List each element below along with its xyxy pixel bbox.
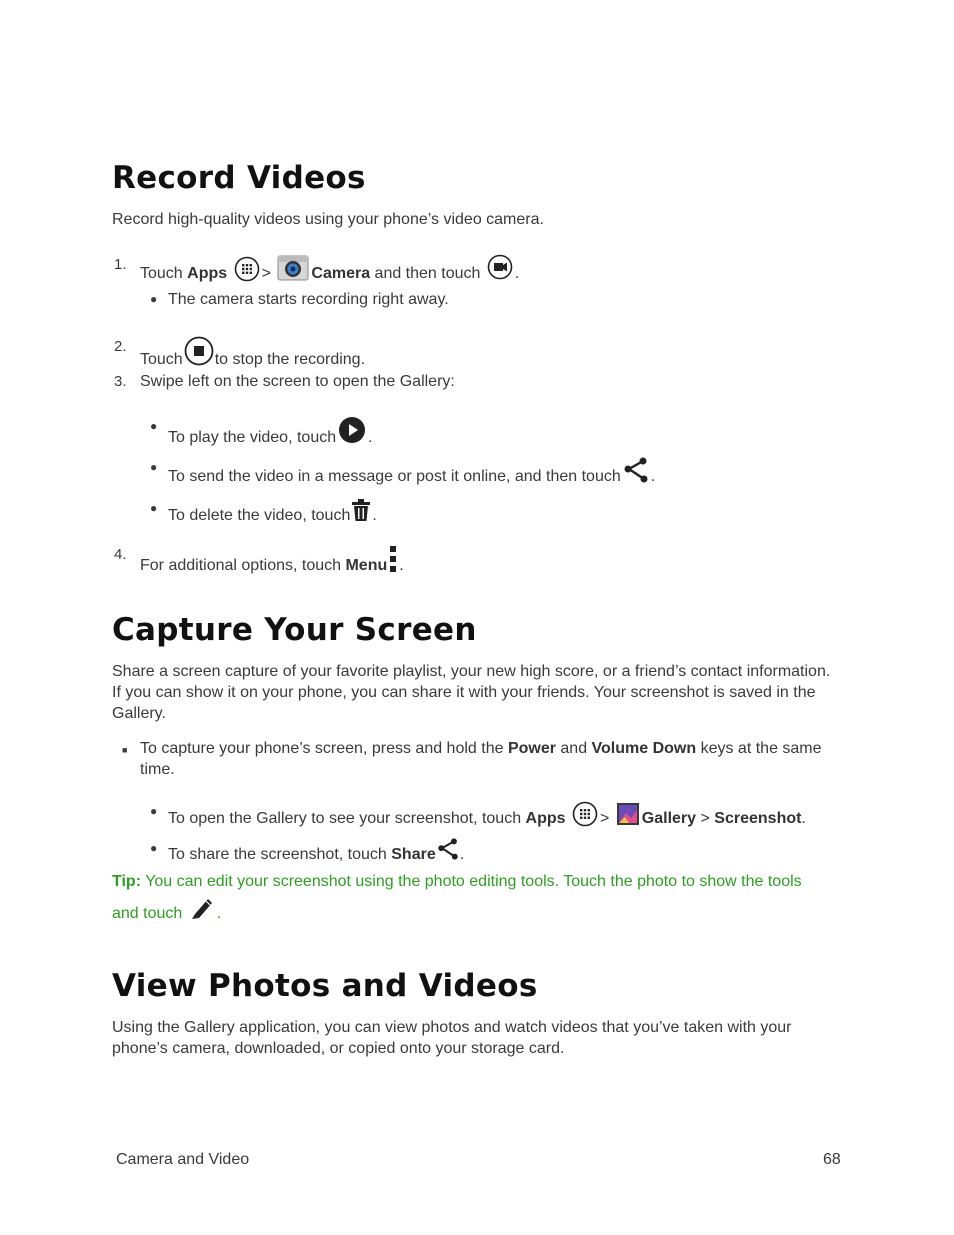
apps-icon	[234, 256, 260, 282]
view-intro: Using the Gallery application, you can view photos and watch videos that you’ve taken with your phone’s camera, downloaded, or copied onto your storage card.	[112, 1019, 792, 1057]
apps-icon	[572, 801, 598, 827]
capture-bullet: ■ To capture your phone’s screen, press and hold the Power and Volume Down keys at the same time.	[122, 740, 822, 778]
camera-app-icon	[277, 255, 309, 281]
stop-icon	[184, 336, 214, 366]
trash-icon	[351, 498, 371, 522]
play-icon	[338, 416, 366, 444]
capture-intro: Share a screen capture of your favorite playlist, your new high score, or a friend’s contact information. If you can show it on your phone, you can share it with your friends. Your screenshot is saved in the Gallery.	[112, 663, 831, 722]
heading-capture-screen: Capture Your Screen	[112, 612, 477, 648]
footer-section-name: Camera and Video	[116, 1151, 250, 1168]
tip-box: Tip: You can edit your screenshot using the photo editing tools. Touch the photo to show the tools and touch .	[112, 873, 802, 922]
heading-view-photos: View Photos and Videos	[112, 968, 538, 1004]
share-icon	[437, 838, 459, 860]
share-icon	[623, 457, 649, 483]
page-number: 68	[823, 1151, 841, 1168]
menu-icon	[388, 544, 398, 574]
record-intro: Record high-quality videos using your phone’s video camera.	[112, 211, 544, 228]
gallery-app-icon	[616, 802, 640, 826]
video-record-icon	[487, 254, 513, 280]
pencil-icon	[189, 896, 215, 920]
heading-record-videos: Record Videos	[112, 160, 366, 196]
